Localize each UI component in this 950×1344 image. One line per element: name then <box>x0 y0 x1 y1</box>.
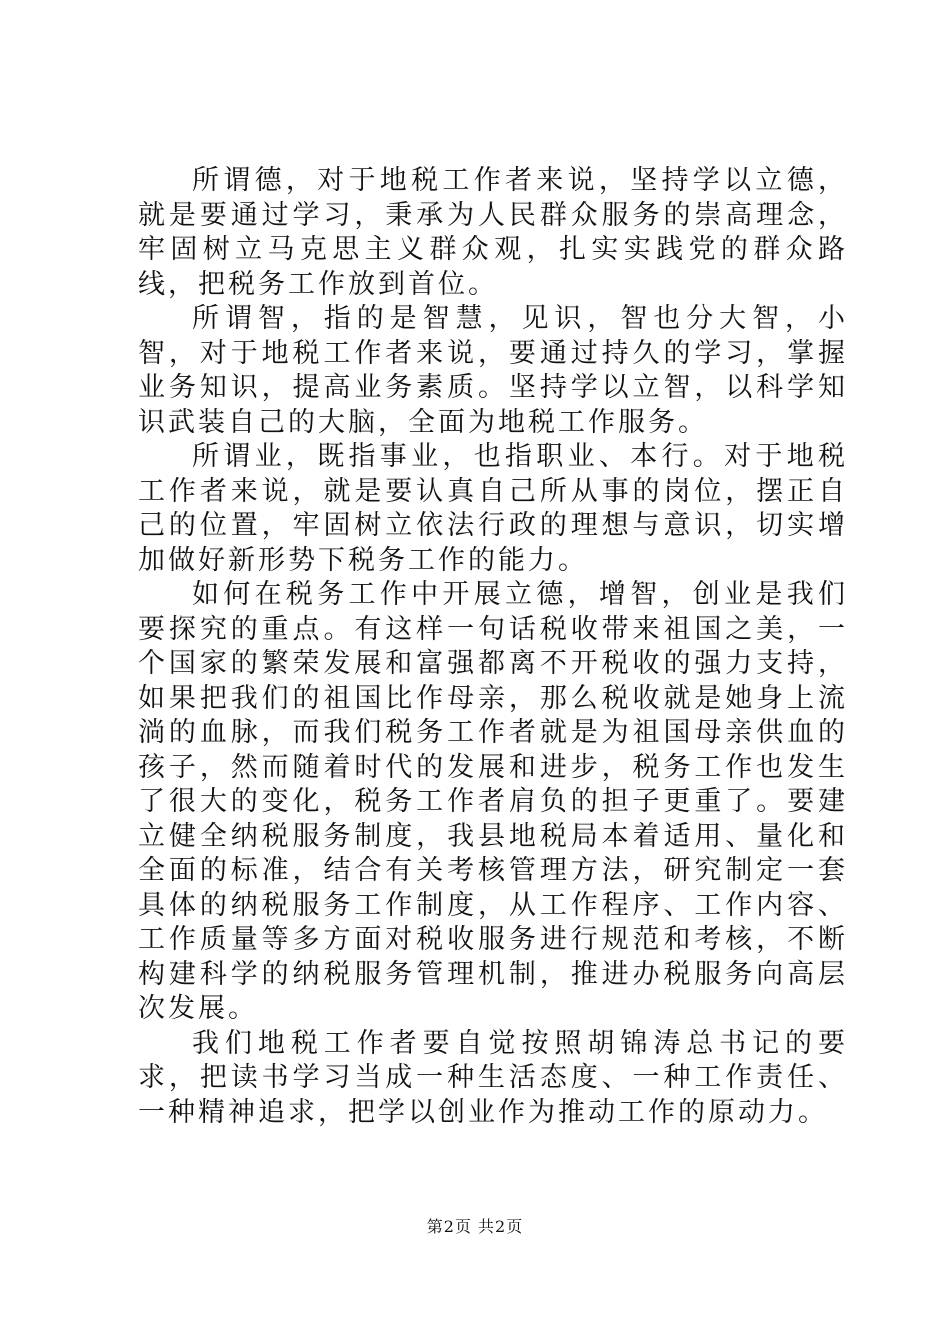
paragraph-tax-work: 如何在税务工作中开展立德，增智，创业是我们要探究的重点。有这样一句话税收带来祖国之美，一个国家的繁荣发展和富强都离不开税收的强力支持，如果把我们的祖国比作母亲，那么税收就是她身上流淌的血脉，而我们税务工作者就是为祖国母亲供血的孩子，然而随着时代的发展和进步，税务工作也发生了很大的变化，税务工作者肩负的担子更重了。要建立健全纳税服务制度，我县地税局本着适用、量化和全面的标准，结合有关考核管理方法，研究制定一套具体的纳税服务工作制度，从工作程序、工作内容、工作质量等多方面对税收服务进行规范和考核，不断构建科学的纳税服务管理机制，推进办税服务向高层次发展。 <box>138 579 848 1024</box>
paragraph-zhi: 所谓智，指的是智慧，见识，智也分大智，小智，对于地税工作者来说，要通过持久的学习，掌握业务知识，提高业务素质。坚持学以立智，以科学知识武装自己的大脑，全面为地税工作服务。 <box>138 303 848 438</box>
paragraph-de: 所谓德，对于地税工作者来说，坚持学以立德，就是要通过学习，秉承为人民群众服务的崇高理念，牢固树立马克思主义群众观，扎实实践党的群众路线，把税务工作放到首位。 <box>138 165 848 300</box>
document-body <box>138 164 848 1130</box>
paragraph-ye: 所谓业，既指事业，也指职业、本行。对于地税工作者来说，就是要认真自己所从事的岗位，摆正自己的位置，牢固树立依法行政的理想与意识，切实增加做好新形势下税务工作的能力。 <box>138 441 848 576</box>
paragraph-conclusion: 我们地税工作者要自觉按照胡锦涛总书记的要求，把读书学习当成一种生活态度、一种工作责任、一种精神追求，把学以创业作为推动工作的原动力。 <box>138 1027 848 1128</box>
page-number-footer: 第2页 共2页 <box>426 1217 524 1236</box>
